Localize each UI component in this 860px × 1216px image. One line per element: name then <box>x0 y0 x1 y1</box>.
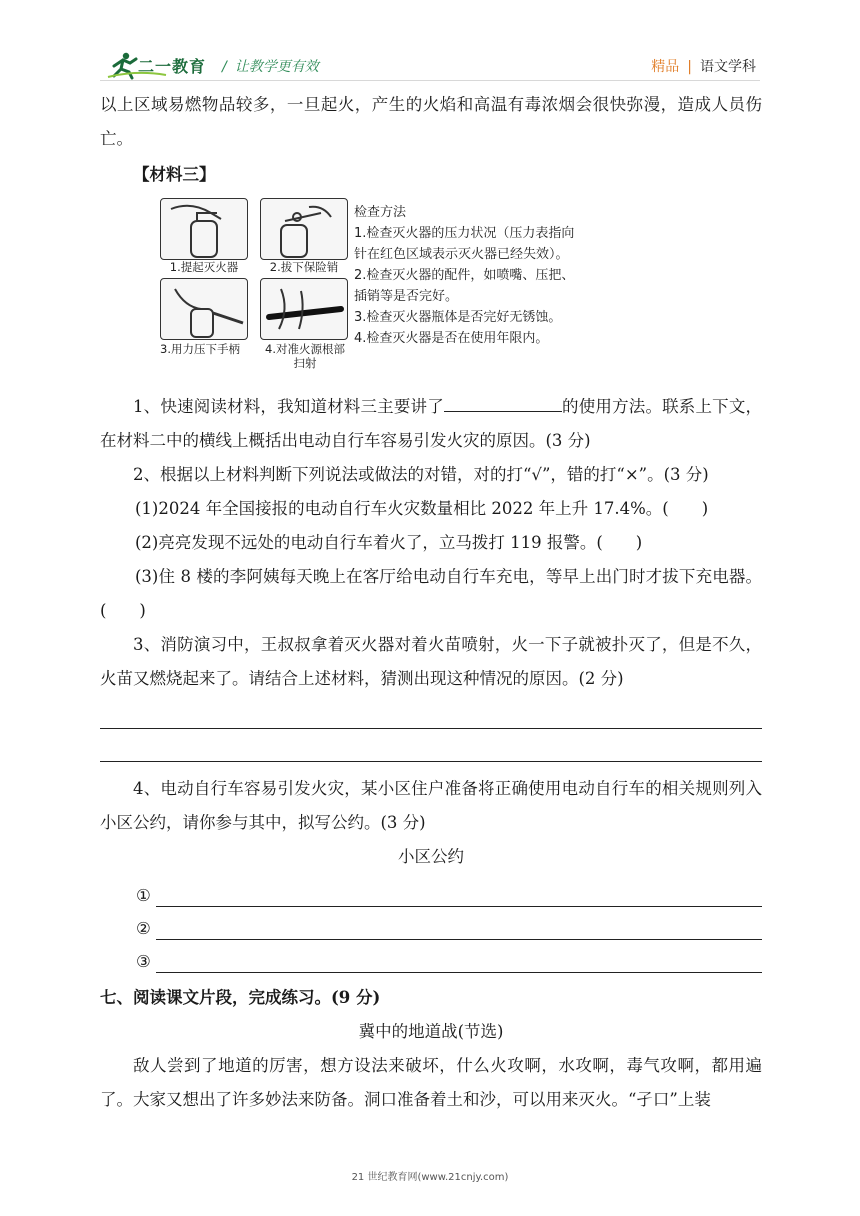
continuation-paragraph: 以上区域易燃物品较多，一旦起火，产生的火焰和高温有毒浓烟会很快弥漫，造成人员伤亡。 <box>100 95 762 148</box>
check-method-line: 3.检查灭火器瓶体是否完好无锈蚀。 <box>354 310 562 325</box>
subject-tag: 语文学科 <box>700 59 756 75</box>
convention-title: 小区公约 <box>398 847 464 866</box>
document-body <box>100 88 762 1117</box>
header-divider <box>100 80 760 81</box>
check-method-title: 检查方法 <box>354 205 407 220</box>
check-method-line: 4.检查灭火器是否在使用年限内。 <box>354 331 549 346</box>
item-number: ③ <box>136 952 151 971</box>
step2-image <box>260 198 348 260</box>
question-2: 2、根据以上材料判断下列说法或做法的对错，对的打“√”，错的打“×”。(3 分) <box>133 465 709 484</box>
answer-line[interactable] <box>100 696 762 729</box>
question-1-part2: 的使用方法。联系上下文，在材料二中的横线上概括出电动自行车容易引发火灾的原因。(3 分) <box>100 397 763 450</box>
answer-blank[interactable] <box>444 393 562 412</box>
page-footer: 21 世纪教育网(www.21cnjy.com) <box>351 1172 509 1183</box>
step4-image <box>260 278 348 340</box>
passage-paragraph: 敌人尝到了地道的厉害，想方设法来破坏，什么火攻啊，水攻啊，毒气攻啊，都用遍了。大家又想出了许多妙法来防备。洞口准备着土和沙，可以用来灭火。“孑口”上装 <box>100 1056 762 1109</box>
writing-line[interactable] <box>156 886 762 907</box>
check-method-line: 2.检查灭火器的配件，如喷嘴、压把、 <box>354 268 575 283</box>
slogan: / 让教学更有效 <box>222 59 319 75</box>
pull-pin-icon <box>261 199 347 259</box>
item-number: ② <box>136 919 151 938</box>
step1-caption: 1.提起灭火器 <box>169 260 239 274</box>
writing-line[interactable] <box>156 919 762 940</box>
convention-line-1[interactable] <box>100 874 762 907</box>
slogan-text: 让教学更有效 <box>234 59 319 75</box>
question-1-part1: 1、快速阅读材料，我知道材料三主要讲了 <box>133 397 444 416</box>
question-4: 4、电动自行车容易引发火灾，某小区住户准备将正确使用电动自行车的相关规则列入小区公约，请你参与其中，拟写公约。(3 分) <box>100 779 762 832</box>
step1-image <box>160 198 248 260</box>
material3-title: 【材料三】 <box>133 165 216 184</box>
press-handle-icon <box>161 279 247 339</box>
question-3: 3、消防演习中，王叔叔拿着灭火器对着火苗喷射，火一下子就被扑灭了，但是不久，火苗又燃烧起来了。请结合上述材料，猜测出现这种情况的原因。(2 分) <box>100 635 762 688</box>
check-method-line: 插销等是否完好。 <box>354 289 459 304</box>
section-7-heading: 七、阅读课文片段，完成练习。(9 分) <box>100 988 381 1007</box>
subject-tags: 精品 | 语文学科 <box>651 59 756 75</box>
check-method-line: 针在红色区域表示灭火器已经失效）。 <box>354 247 569 262</box>
convention-line-2[interactable] <box>100 907 762 940</box>
answer-line[interactable] <box>100 729 762 762</box>
step4-caption: 4.对准火源根部扫射 <box>265 342 345 370</box>
question-1 <box>100 390 762 458</box>
page-header <box>100 48 760 80</box>
question-2-item-1: (1)2024 年全国接报的电动自行车火灾数量相比 2022 年上升 17.4%。( ) <box>135 499 709 518</box>
item-number: ① <box>136 886 151 905</box>
logo-text: 二一教育 <box>138 57 207 76</box>
step2-caption: 2.拔下保险销 <box>269 260 339 274</box>
convention-line-3[interactable] <box>100 940 762 973</box>
step3-caption: 3.用力压下手柄 <box>160 342 240 356</box>
extinguisher-figure <box>156 198 762 384</box>
check-method-text <box>354 202 574 349</box>
passage-title: 冀中的地道战(节选) <box>358 1022 504 1041</box>
question-2-item-3: (3)住 8 楼的李阿姨每天晚上在客厅给电动自行车充电，等早上出门时才拔下充电器。( ) <box>100 567 762 620</box>
writing-line[interactable] <box>156 952 762 973</box>
step3-image <box>160 278 248 340</box>
lift-extinguisher-icon <box>161 199 247 259</box>
question-2-item-2: (2)亮亮发现不远处的电动自行车着火了，立马拨打 119 报警。( ) <box>135 533 643 552</box>
check-method-line: 1.检查灭火器的压力状况（压力表指向 <box>354 226 575 241</box>
aim-fire-icon <box>261 279 347 339</box>
premium-tag: 精品 <box>651 59 680 75</box>
